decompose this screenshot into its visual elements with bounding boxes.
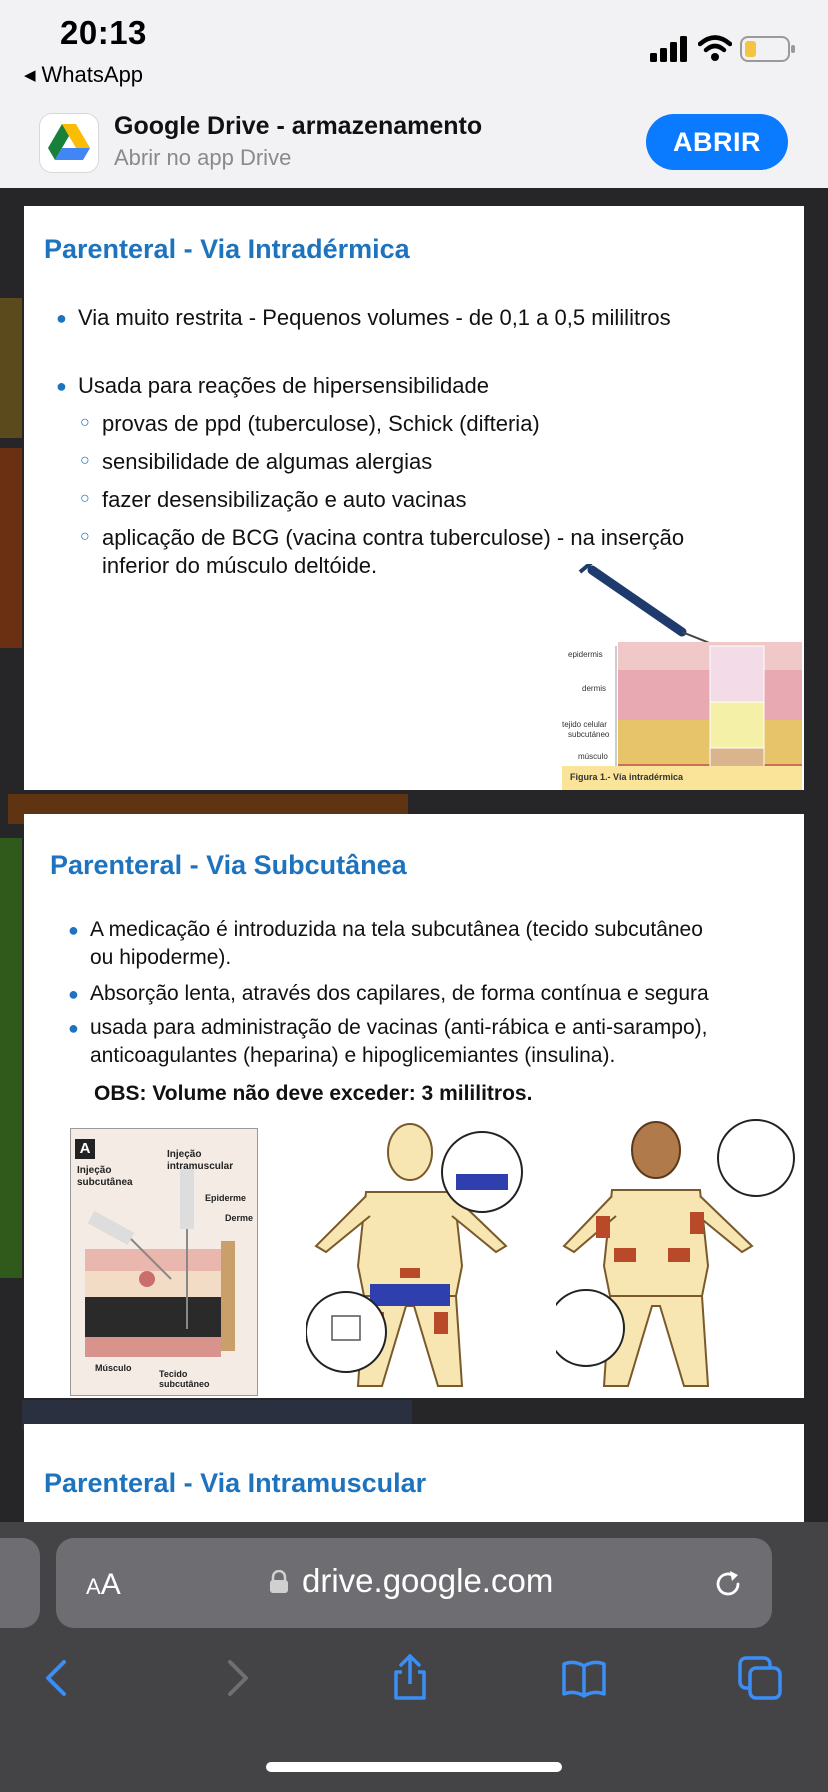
figure-label: subcutáneo bbox=[568, 730, 610, 739]
bullet-item: ● usada para administração de vacinas (anti-rábica e anti-sarampo), anticoagulantes (heparina) e hipoglicemiantes (insulina). bbox=[68, 1016, 708, 1067]
previous-tab-peek[interactable] bbox=[0, 1538, 40, 1628]
figure-label: dermis bbox=[582, 684, 607, 693]
share-icon[interactable] bbox=[386, 1654, 434, 1702]
back-icon[interactable] bbox=[34, 1654, 82, 1702]
slide-intradermica bbox=[24, 206, 804, 790]
body-front-illustration bbox=[306, 1116, 546, 1396]
wifi-icon bbox=[698, 34, 732, 62]
bullet-item: ● A medicação é introduzida na tela subcutânea (tecido subcutâneo ou hipoderme). bbox=[68, 918, 703, 969]
status-time: 20:13 bbox=[60, 14, 147, 51]
figure-label: epidermis bbox=[568, 650, 603, 659]
tabs-icon[interactable] bbox=[736, 1654, 784, 1702]
figure-label: intramuscular bbox=[167, 1161, 234, 1172]
banner-title: Google Drive - armazenamento bbox=[114, 112, 483, 140]
bg-image-fragment bbox=[0, 298, 22, 438]
bookmarks-icon[interactable] bbox=[560, 1654, 608, 1702]
sub-bullet-item: ○ aplicação de BCG (vacina contra tuberculose) - na inserção inferior do músculo deltóide. bbox=[80, 525, 685, 578]
intradermal-figure bbox=[562, 564, 802, 790]
slide-subcutanea bbox=[24, 814, 804, 1398]
injection-figure bbox=[70, 1128, 258, 1396]
banner-subtitle: Abrir no app Drive bbox=[114, 145, 292, 170]
slide-intramuscular bbox=[24, 1424, 804, 1522]
back-triangle-icon: ◀ bbox=[24, 67, 36, 84]
figure-label: Epiderme bbox=[205, 1193, 247, 1203]
back-app-label: WhatsApp bbox=[41, 62, 144, 87]
slide-title: Parenteral - Via Subcutânea bbox=[50, 850, 407, 880]
obs-note: OBS: Volume não deve exceder: 3 mililitros. bbox=[94, 1082, 533, 1105]
bullet-item: ● Usada para reações de hipersensibilidade bbox=[56, 373, 489, 398]
figure-label: Injeção bbox=[167, 1149, 202, 1160]
sub-bullet-item: ○ sensibilidade de algumas alergias bbox=[80, 449, 433, 474]
figure-label: Músculo bbox=[95, 1363, 132, 1373]
back-to-app-link[interactable] bbox=[24, 62, 143, 88]
reader-options-button[interactable]: AA bbox=[86, 1568, 121, 1601]
google-drive-icon bbox=[40, 114, 98, 172]
signal-icon bbox=[650, 36, 690, 62]
bg-image-fragment bbox=[0, 838, 22, 1278]
bullet-item: ● Via muito restrita - Pequenos volumes - de 0,1 a 0,5 mililitros bbox=[56, 305, 671, 330]
reload-icon[interactable] bbox=[712, 1568, 744, 1600]
slide-title: Parenteral - Via Intradérmica bbox=[44, 234, 410, 264]
sub-bullet-item: ○ fazer desensibilização e auto vacinas bbox=[80, 487, 467, 512]
figure-label: Derme bbox=[225, 1213, 254, 1223]
figure-letter: A bbox=[75, 1139, 95, 1159]
figure-label: subcutânea bbox=[77, 1177, 133, 1188]
home-indicator[interactable] bbox=[266, 1762, 562, 1772]
lock-icon bbox=[268, 1570, 290, 1594]
open-in-app-button[interactable]: ABRIR bbox=[646, 114, 788, 170]
bullet-item: ● Absorção lenta, através dos capilares, de forma contínua e segura bbox=[68, 982, 709, 1005]
forward-icon[interactable] bbox=[212, 1654, 260, 1702]
figure-label: músculo bbox=[578, 752, 608, 761]
figure-label: Injeção bbox=[77, 1165, 112, 1176]
battery-icon bbox=[740, 36, 796, 62]
body-back-illustration bbox=[556, 1116, 796, 1396]
figure-caption: Figura 1.- Vía intradérmica bbox=[570, 772, 684, 782]
figure-label: Tecido bbox=[159, 1369, 188, 1379]
slide-title: Parenteral - Via Intramuscular bbox=[44, 1468, 427, 1498]
skin-layers-illustration bbox=[71, 1129, 257, 1395]
url-text[interactable]: drive.google.com bbox=[302, 1562, 554, 1599]
bg-image-fragment bbox=[0, 448, 22, 648]
sub-bullet-item: ○ provas de ppd (tuberculose), Schick (difteria) bbox=[80, 411, 540, 436]
figure-label: subcutâneo bbox=[159, 1379, 210, 1389]
figure-label: tejido celular bbox=[562, 720, 607, 729]
